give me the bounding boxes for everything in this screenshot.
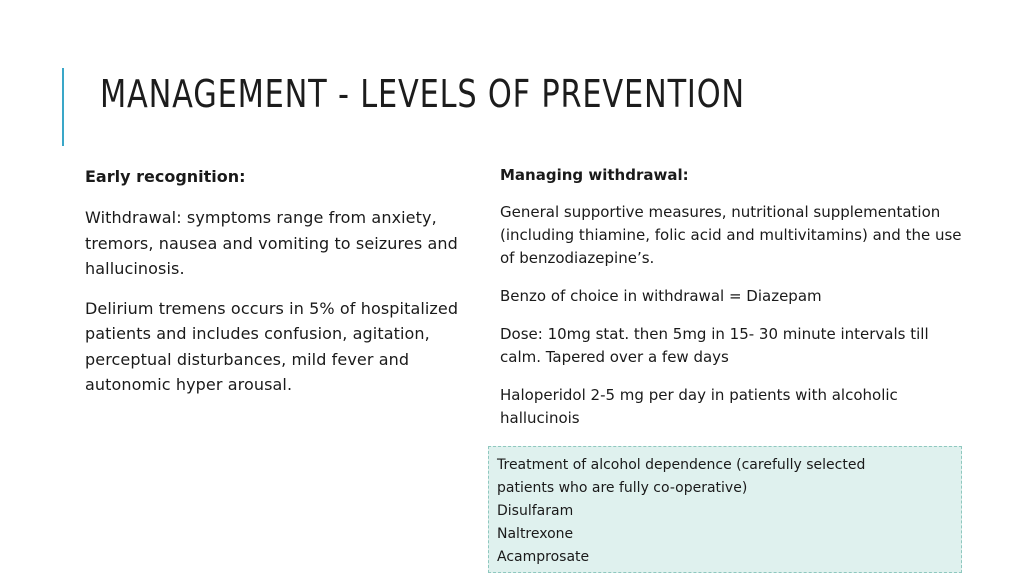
callout-drug-naltrexone: Naltrexone: [497, 526, 574, 542]
callout-line: Treatment of alcohol dependence (carefully selected: [497, 457, 866, 473]
early-recognition-column: [85, 166, 475, 412]
callout-drug-acamprosate: Acamprosate: [497, 549, 590, 565]
haloperidol-paragraph: Haloperidol 2-5 mg per day in patients with alcoholic hallucinois: [500, 386, 898, 427]
dependence-treatment-callout: [488, 446, 962, 573]
managing-withdrawal-heading: Managing withdrawal:: [500, 166, 689, 184]
withdrawal-paragraph: Withdrawal: symptoms range from anxiety, tremors, nausea and vomiting to seizures and hallucinosis.: [85, 208, 458, 278]
supportive-measures-paragraph: General supportive measures, nutritional supplementation (including thiamine, folic acid and multivitamins) and the use of benzodiazepine’s.: [500, 203, 962, 267]
benzo-choice-paragraph: Benzo of choice in withdrawal = Diazepam: [500, 287, 822, 305]
early-recognition-heading: Early recognition:: [85, 167, 246, 186]
delirium-tremens-paragraph: Delirium tremens occurs in 5% of hospitalized patients and includes confusion, agitation, perceptual disturbances, mild fever and autonomic hyper arousal.: [85, 298, 459, 394]
slide-title: MANAGEMENT - LEVELS OF PREVENTION: [100, 72, 745, 116]
callout-line: patients who are fully co-operative): [497, 480, 748, 496]
callout-drug-disulfaram: Disulfaram: [497, 503, 574, 519]
dose-paragraph: Dose: 10mg stat. then 5mg in 15- 30 minute intervals till calm. Tapered over a few days: [500, 325, 929, 366]
managing-withdrawal-column: [500, 164, 970, 445]
title-accent-bar: [62, 68, 64, 146]
